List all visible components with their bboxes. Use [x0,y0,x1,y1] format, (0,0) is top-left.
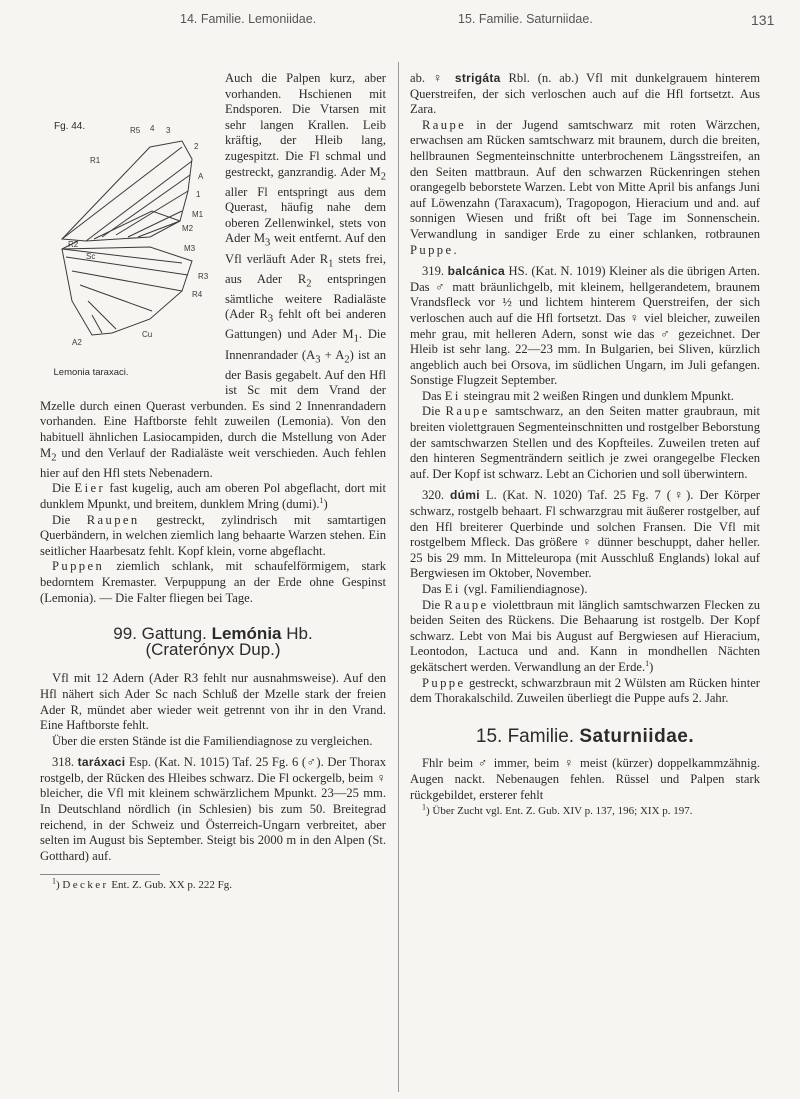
figure-number: Fg. 44. [54,121,86,132]
species-320: 320. dúmi L. (Kat. N. 1020) Taf. 25 Fg. 7 (♀). Der Körper schwarz, rostgelb behaart. Fl schwarzgrau mit äußerer rostgelber, auf den Hfl breiterer Querbinde und solchen Fransen. Die Vfl mit rostgelbem Mfleck. Das größere ♀ dünner beschuppt, daher heller. 25 bis 29 mm. In Mitteleuropa (mit Ausschluß Englands) lokal auf Bergwiesen im Oktober, November. [410,488,760,581]
vein-label: M2 [182,224,194,233]
vein-label: M3 [184,244,196,253]
running-head-right: 15. Familie. Saturniidae. [458,12,593,26]
egg-dumi: Das Ei (vgl. Familiendiagnose). [422,582,588,596]
genus-synonym: (Craterónyx Dup.) [145,639,281,659]
genus-heading: 99. Gattung. Lemónia Hb. [113,624,313,644]
column-divider [398,62,399,1092]
vein-label: A [198,172,204,181]
vein-label: Sc [86,252,96,261]
vein-label: M1 [192,210,204,219]
vein-label: R2 [68,240,79,249]
intro-paragraph: R5 4 3 2 A 1 M1 M2 M3 R1 R2 R3 R4 Sc Cu A2 Fg. 44. Lemonia taraxaci. Auch die Palpen kurz, aber vorhanden. Hschienen mit Endsporen. Die Vtarsen mit sehr langen Krallen. Leib kräftig, der Hleib lang, zugespitzt. Die Fl schmal und gestreckt, ganzrandig. Ader $M_2$ aller Fl entspringt aus dem Querast, häufig nahe dem oberen Zellenwinkel, stets von Ader $M_3$ weit entfernt. Auf den Vfl verläuft Ader $R_1$ stets frei, aus Ader $R_2$ entspringen sämtliche weitere Radialäste (Ader $R_3$ fehlt oft bei anderen Gattungen) und Ader $M_1$. Die Innenrandader $(A_3 + A_2)$ ist an der Basis gegabelt. Auf den Hfl ist Sc mit dem Vrand der Mzelle durch einen Querast verbunden. Es sind 2 Innenrandadern vorhanden. Eine Haftborste fehlt zuweilen (Lemonia). Von den habituell ähnlichen Lasiocampiden, durch die Mstellung von Ader $M_2$ und den Verlauf der Radialäste weit verschieden. Auch fehlen hier auf den Hfl stets Nebenadern. [40,71,386,481]
vein-label: 3 [166,126,171,135]
vein-label: R1 [90,156,101,165]
wing-venation-figure [32,71,217,384]
eggs-paragraph: Die Eier fast kugelig, auch am oberen Pol abgeflacht, dort mit dunklem Mpunkt, und breitem, dunklem Mring (dumi).$^1$) [40,481,386,511]
page-number: 131 [751,12,775,28]
larva-balcanica: Die Raupe samtschwarz, an den Seiten matter graubraun, mit breiten violettgrauen Segmenteinschnitten und rostgelber Beborstung der samtschwarzen Stellen und des Kopfteiles. Zuweilen treten auf den hinteren Segmenträndern seitlich je zwei orangegelbe Flecken auf. Der Kopf ist schwarz. Lebt an Cichorien und soll überwintern. [410,404,760,481]
right-column [410,71,760,818]
larva-dumi: Die Raupe violettbraun mit länglich samtschwarzen Flecken zu beiden Seiten des Rückens. Die Behaarung ist rostgelb. Der Kopf schwarz. Lebt von Mai bis August auf Bergwiesen auf Hieracium, Leontodon, Lactuca und and. Kann in mondhellen Nächten gekätschert werden. Verwandlung an der Erde.$^1$) [410,597,760,674]
family-diagnosis: Fhlr beim ♂ immer, beim ♀ meist (kürzer) doppelkammzähnig. Augen nackt. Nebenaugen fehlen. Rüssel und Palpen stark rückgebildet, ersterer fehlt [410,756,760,802]
vein-label: R3 [198,272,209,281]
vein-label: 2 [194,142,199,151]
vein-label: 4 [150,124,155,133]
wing-venation-drawing [32,71,217,371]
egg-balcanica: Das Ei steingrau mit 2 weißen Ringen und dunklem Mpunkt. [422,388,734,403]
pupa-dumi: Puppe gestreckt, schwarzbraun mit 2 Wülsten am Rücken hinter dem Thorakalschild. Zuweilen überliegt die Puppe aufs 2. Jahr. [410,675,760,706]
figure-caption: Lemonia taraxaci. [53,367,129,378]
species-318: 318. taráxaci Esp. (Kat. N. 1015) Taf. 25 Fg. 6 (♂). Der Thorax rostgelb, der Rücken des Hleibes schwarz. Die Fl ockergelb, beim ♀ bleicher, die Vfl mit kleinem schwärzlichem Mpunkt. 23—25 mm. In Deutschland nördlich (in Schlesien) bis zum 50. Breitegrad reichend, in der Schweiz und Österreich-Ungarn verbreitet, aber selten im August bis September. Steigt bis 2000 m in den Alpen (St. Gotthard) auf. [40,755,386,863]
running-head-left: 14. Familie. Lemoniidae. [180,12,317,26]
footnote-right: $^1$) Über Zucht vgl. Ent. Z. Gub. XIV p. 137, 196; XIX p. 197. [422,802,693,818]
left-column [40,71,386,892]
aberration-strigata: ab. ♀ strigáta Rbl. (n. ab.) Vfl mit dunkelgrauem hinterem Querstreifen, der sich verloschen auch auf die Hfl fortsetzt. Aus Zara. [410,71,761,117]
vein-label: A2 [72,338,82,347]
genus-diagnosis: Vfl mit 12 Adern (Ader R3 fehlt nur ausnahmsweise). Auf den Hfl nähert sich Ader Sc nach Schluß der Mzelle stark der freien Ader R, mündet aber wieder weit getrennt von ihr in den Vrand. Eine Haftborste fehlt. [40,671,386,733]
family-heading: 15. Familie. Saturniidae. [475,725,695,747]
vein-label: R5 [130,126,141,135]
running-head [0,12,800,34]
larvae-paragraph: Die Raupen gestreckt, zylindrisch mit samtartigen Querbändern, in welchen ziemlich lang behaarte Warzen stehen. Ein seitlicher Haarbesatz fehlt. Kopf klein, vorne abgeflacht. [40,512,386,558]
footnote-left: $^1$) Decker Ent. Z. Gub. XX p. 222 Fg. [52,876,233,892]
early-stages-note: Über die ersten Stände ist die Familiendiagnose zu vergleichen. [52,733,373,748]
vein-label: 1 [196,190,201,199]
vein-label: R4 [192,290,203,299]
vein-label: Cu [142,330,153,339]
footnote-rule [40,874,160,875]
species-319: 319. balcánica HS. (Kat. N. 1019) Kleiner als die übrigen Arten. Das ♂ matt bräunlichgelb, mit kleinem, hellgerandetem, braunem Vrandsfleck vor ½ und lichtem hinterem Querstreifen, der sich verloschen auch auf die Hfl fortsetzt. Das ♀ viel bleicher, zuweilen mehr grau, mit helleren Adern, sonst wie das ♂ gezeichnet. Der Hleib ist sehr lang. 22—23 mm. In Bulgarien, bei Sliven, kürzlich angeblich auch bei Orsova, im südlichen Ungarn, im Juli gefangen. Sonstige Flugzeit September. [410,264,760,388]
pupae-paragraph: Puppen ziemlich schlank, mit schaufelförmigem, stark bedorntem Kremaster. Verpuppung an der Erde ohne Gespinst (Lemonia). — Die Falter fliegen bei Tage. [40,559,386,605]
larva-taraxaci: Raupe in der Jugend samtschwarz mit roten Wärzchen, erwachsen am Rücken samtschwarz mit braunem, durch die breiten, hellbraunen Segmenteinschnitte unterbrochenem Längsstreifen, an den Seiten mattbraun. Auf den schwarzen Rückenringen stehen orangegelb beborstete Warzen. Lebt von Mitte April bis anfangs Juni auf Löwenzahn (Taraxacum), Tragopogon, Hieracium und and. auf sonnigen Wiesen und frißt oft bei Tage im Sonnenschein. Verwandlung in sandiger Erde zu einer schlanken, rotbraunen Puppe. [410,117,760,257]
